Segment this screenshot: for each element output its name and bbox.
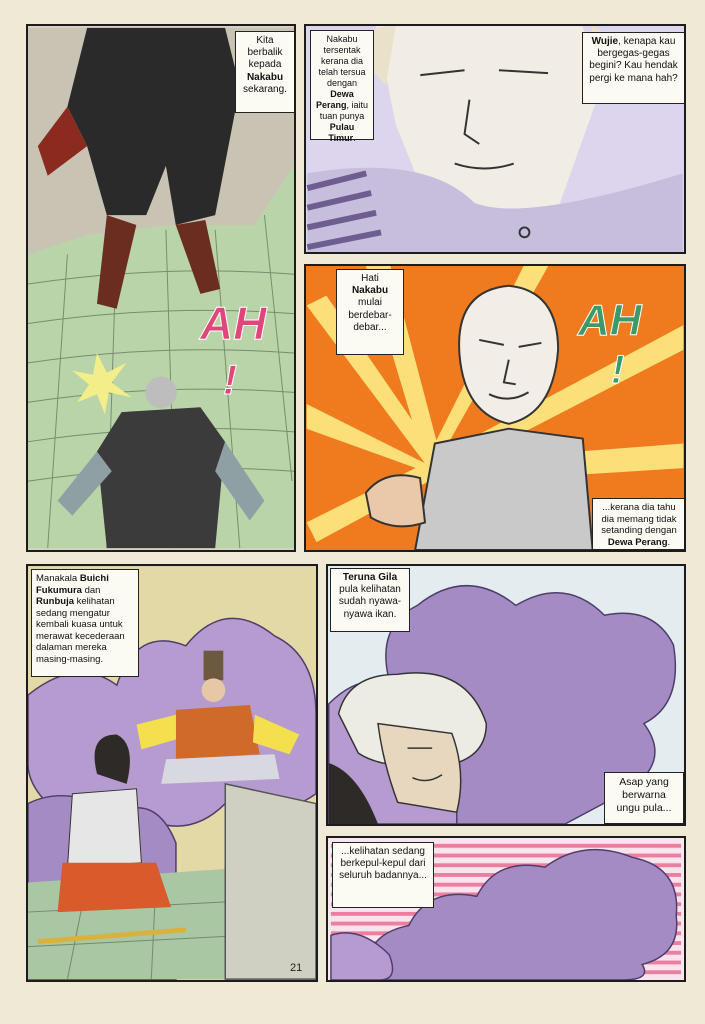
caption-text: ...kerana dia tahu dia memang tidak setanding dengan [601, 502, 677, 537]
caption-text: kelihatan sedang mengatur kembali kuasa untuk merawat kecederaan dalaman mereka masing-masing. [36, 596, 125, 666]
caption-name: Nakabu [246, 71, 284, 83]
caption-text: Nakabu tersentak kerana dia telah tersua dengan [318, 34, 366, 88]
panel-3 [304, 264, 686, 552]
panel-2-speech-bubble [582, 32, 685, 104]
caption-text: pula kelihatan sudah nyawa-nyawa ikan. [338, 584, 402, 620]
panel-1-sfx: AH [200, 297, 267, 349]
caption-name: Teruna Gila [342, 572, 398, 583]
caption-line: sekarang. [243, 83, 287, 95]
page-number: 21 [290, 962, 303, 974]
caption-place: Pulau Timur [328, 121, 355, 143]
panel-6-caption [332, 842, 434, 908]
caption-name: Buichi Fukumura [36, 573, 109, 596]
caption-text: Hati [361, 273, 379, 284]
caption-line: Kita [256, 35, 274, 46]
panel-5-caption-b [604, 772, 684, 824]
caption-text: mulai berdebar-debar... [348, 297, 392, 333]
panel-3-caption [336, 269, 404, 355]
panel-1-caption [235, 31, 295, 113]
caption-text: dan [84, 584, 101, 596]
caption-name: Runbuja [36, 596, 74, 608]
speech-name: Wujie [591, 36, 619, 47]
panel-1 [26, 24, 296, 552]
panel-5 [326, 564, 686, 826]
panel-3-sfx-exclaim: ! [611, 348, 625, 392]
panel-3-caption-b [592, 498, 686, 550]
caption-name: Nakabu [351, 285, 389, 297]
panel-1-sfx-exclaim: ! [223, 356, 237, 403]
caption-line: berbalik [247, 47, 283, 59]
panel-2-caption [310, 30, 374, 143]
caption-text: . [667, 536, 671, 548]
caption-text: , iaitu tuan punya [319, 99, 369, 121]
caption-line: kepada [248, 59, 282, 71]
caption-text: ...kelihatan sedang berkepul-kepul dari seluruh badannya... [339, 846, 427, 882]
panel-4-caption [31, 569, 139, 677]
caption-text: . [353, 132, 356, 143]
caption-name: Dewa Perang [607, 536, 668, 548]
caption-text: Asap yang berwarna ungu pula... [616, 776, 672, 814]
panel-6 [326, 836, 686, 982]
panel-5-caption [330, 568, 410, 632]
caption-text: Manakala [36, 573, 78, 584]
panel-4 [26, 564, 318, 982]
speech-text: , kenapa kau bergegas-gegas begini? Kau hendak pergi ke mana hah? [589, 36, 678, 84]
panel-3-sfx: AH [578, 296, 642, 345]
caption-name: Dewa Perang [315, 88, 354, 110]
panel-2 [304, 24, 686, 254]
